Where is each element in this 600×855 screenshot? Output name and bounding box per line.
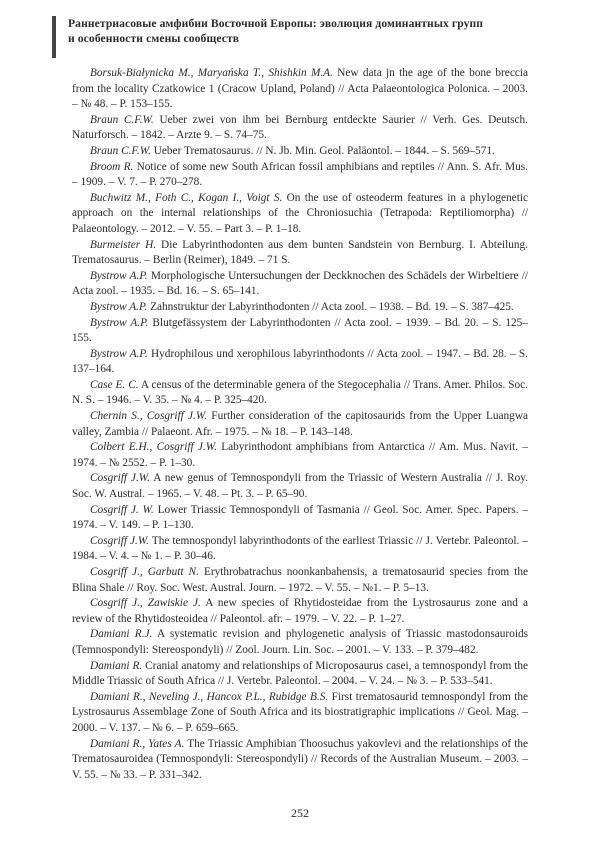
reference-item xyxy=(72,347,528,378)
reference-author: Cosgriff J.W. xyxy=(90,472,150,485)
running-header xyxy=(68,16,548,46)
page-number: 252 xyxy=(291,806,309,820)
reference-text: Morphologische Untersuchungen der Deckknochen des Schädels der Wirbeltiere // Acta zool. – 1935. – Bd. 16. – S. 65–141. xyxy=(72,269,529,298)
reference-text: New data jn the age of the bone breccia from the locality Czatkowice 1 (Cracow Upland, Poland) // Acta Palaeontologica Polonica. – 2003. – № 48. – P. 153–155. xyxy=(72,67,528,111)
reference-author: Bystrow A.P. xyxy=(90,300,148,313)
reference-text: The Triassic Amphibian Thoosuchus yakovlevi and the relationships of the Trematosauroidea (Temnospondyli: Stereospondyli) // Records of the Australian Museum. – 2003. – V. 55. – № 33. – P. 331–342. xyxy=(72,737,529,781)
reference-item xyxy=(72,238,528,269)
reference-author: Cosgriff J.W. xyxy=(90,534,150,547)
reference-author: Damiani R. xyxy=(90,659,143,672)
reference-author: Braun C.F.W. xyxy=(90,144,151,157)
reference-text: Erythrobatrachus noonkanbahensis, a trematosaurid species from the Blina Shale // Roy. Soc. West. Austral. Journ. – 1972. – V. 55. – №1. – P. 5–13. xyxy=(72,566,528,594)
reference-author: Bystrow A.P. xyxy=(90,316,149,329)
reference-item xyxy=(72,565,528,596)
reference-text: Cranial anatomy and relationships of Microposaurus casei, a temnospondyl from the Middle Triassic of South Africa // J. Vertebr. Paleontol. – 2004. – V. 24. – № 3. – P. 533–541. xyxy=(72,659,529,688)
reference-text: A new genus of Temnospondyli from the Triassic of Western Australia // J. Roy. Soc. W. Austral. – 1965. – V. 48. – Pt. 3. – P. 65–90. xyxy=(72,472,529,501)
reference-author: Broom R. xyxy=(90,160,134,173)
reference-item xyxy=(72,596,528,627)
reference-item xyxy=(72,144,528,160)
reference-author: Cosgriff J., Garbutt N. xyxy=(90,566,199,578)
header-side-bar xyxy=(52,16,56,58)
reference-text: Labyrinthodont amphibians from Antarctica // Am. Mus. Navit. – 1974. – № 2552. – P. 1–30. xyxy=(72,441,529,469)
reference-item xyxy=(72,316,528,347)
reference-author: Chernin S., Cosgriff J.W. xyxy=(90,410,208,423)
reference-text: First trematosaurid temnospondyl from the Lystrosaurus Assemblage Zone of South Africa and its biostratigraphic implications // Geol. Mag. – 2000. – V. 137. – № 6. – P. 659–665. xyxy=(72,690,528,734)
reference-item xyxy=(72,409,528,440)
header-line-2: и особенности смены сообществ xyxy=(68,32,240,45)
reference-text: Lower Triassic Temnospondyli of Tasmania // Geol. Soc. Amer. Spec. Papers. – 1974. – V. 149. – P. 1–130. xyxy=(72,503,529,532)
reference-item xyxy=(72,534,528,565)
reference-author: Bystrow A.P. xyxy=(90,347,148,360)
reference-item xyxy=(72,378,528,409)
reference-text: Die Labyrinthodonten aus dem bunten Sandstein von Bernburg. I. Abteilung. Trematosaurus. – Berlin (Reimer), 1849. – 71 S. xyxy=(72,238,528,267)
reference-text: Zahnstruktur der Labyrinthodonten // Acta zool. – 1938. – Bd. 19. – S. 387–425. xyxy=(150,300,514,313)
reference-text: The temnospondyl labyrinthodonts of the earliest Triassic // J. Vertebr. Paleontol. – 1984. – V. 4. – № 1. – P. 30–46. xyxy=(72,534,528,563)
reference-item xyxy=(72,160,528,191)
reference-author: Colbert E.H., Cosgriff J.W. xyxy=(90,441,217,454)
reference-list xyxy=(72,66,528,783)
reference-author: Burmeister H. xyxy=(90,238,157,251)
reference-item xyxy=(72,627,528,658)
reference-item xyxy=(72,300,528,316)
reference-text: A systematic revision and phylogenetic analysis of Triassic mastodonsauroids (Temnospondyli: Stereospondyli) // Zool. Journ. Lin. Soc. – 2001. – V. 133. – P. 379–482. xyxy=(72,628,528,656)
reference-item xyxy=(72,737,528,784)
reference-item xyxy=(72,503,528,534)
reference-author: Damiani R., Yates A. xyxy=(90,737,185,750)
reference-author: Bystrow A.P. xyxy=(90,269,148,282)
reference-text: Notice of some new South African fossil amphibians and reptiles // Ann. S. Afr. Mus. – 1909. – V. 7. – P. 270–278. xyxy=(72,160,528,189)
reference-author: Case E. C. xyxy=(90,378,139,391)
reference-author: Cosgriff J., Zawiskie J. xyxy=(90,597,201,610)
reference-item xyxy=(72,269,528,300)
reference-author: Damiani R., Neveling J., Hancox P.L., Rubidge B.S. xyxy=(90,690,329,703)
reference-item xyxy=(72,440,528,471)
reference-author: Braun C.F.W. xyxy=(90,113,154,126)
reference-text: Hydrophilous und xerophilous labyrinthodonts // Acta zool. – 1947. – Bd. 28. – S. 137–164. xyxy=(72,347,528,376)
reference-item xyxy=(72,66,528,113)
reference-item xyxy=(72,659,528,690)
reference-text: Ueber Trematosaurus. // N. Jb. Min. Geol. Paläontol. – 1844. – S. 569–571. xyxy=(153,144,495,157)
reference-text: On the use of osteoderm features in a phylogenetic approach on the internal relationships of the Chroniosuchia (Tetrapoda: Reptiliomorpha) // Palaeontology. – 2012. – V. 55. – Part 3. – P. 1–18. xyxy=(72,191,528,235)
reference-author: Cosgriff J. W. xyxy=(90,503,154,516)
reference-text: Blutgefässystem der Labyrinthodonten // Acta zool. – 1939. – Bd. 20. – S. 125–155. xyxy=(72,316,528,345)
reference-item xyxy=(72,191,528,238)
reference-item xyxy=(72,113,528,144)
reference-text: Further consideration of the capitosaurids from the Upper Luangwa valley, Zambia // Palaeont. Afr. – 1975. – № 18. – P. 143–148. xyxy=(72,410,528,438)
reference-text: Ueber zwei von ihm bei Bernburg entdeckte Saurier // Verh. Ges. Deutsch. Naturforsch. – 1842. – Arzte 9. – S. 74–75. xyxy=(72,113,528,142)
reference-author: Damiani R.J. xyxy=(90,628,153,641)
reference-item xyxy=(72,471,528,502)
reference-author: Buchwitz M., Foth C., Kogan I., Voigt S. xyxy=(90,191,283,204)
reference-text: A census of the determinable genera of the Stegocephalia // Trans. Amer. Philos. Soc. N. S. – 1946. – V. 35. – № 4. – P. 325–420. xyxy=(72,378,529,407)
header-line-1: Раннетриасовые амфибии Восточной Европы: эволюция доминантных групп xyxy=(68,17,484,30)
reference-text: A new species of Rhytidosteidae from the Lystrosaurus zone and a review of the Rhytidosteoidea // Paleontol. afr. – 1979. – V. 22. – P. 1–27. xyxy=(72,597,528,625)
reference-author: Borsuk-Białynicka M., Maryańska T., Shishkin M.A. xyxy=(90,67,333,79)
reference-item xyxy=(72,690,528,737)
